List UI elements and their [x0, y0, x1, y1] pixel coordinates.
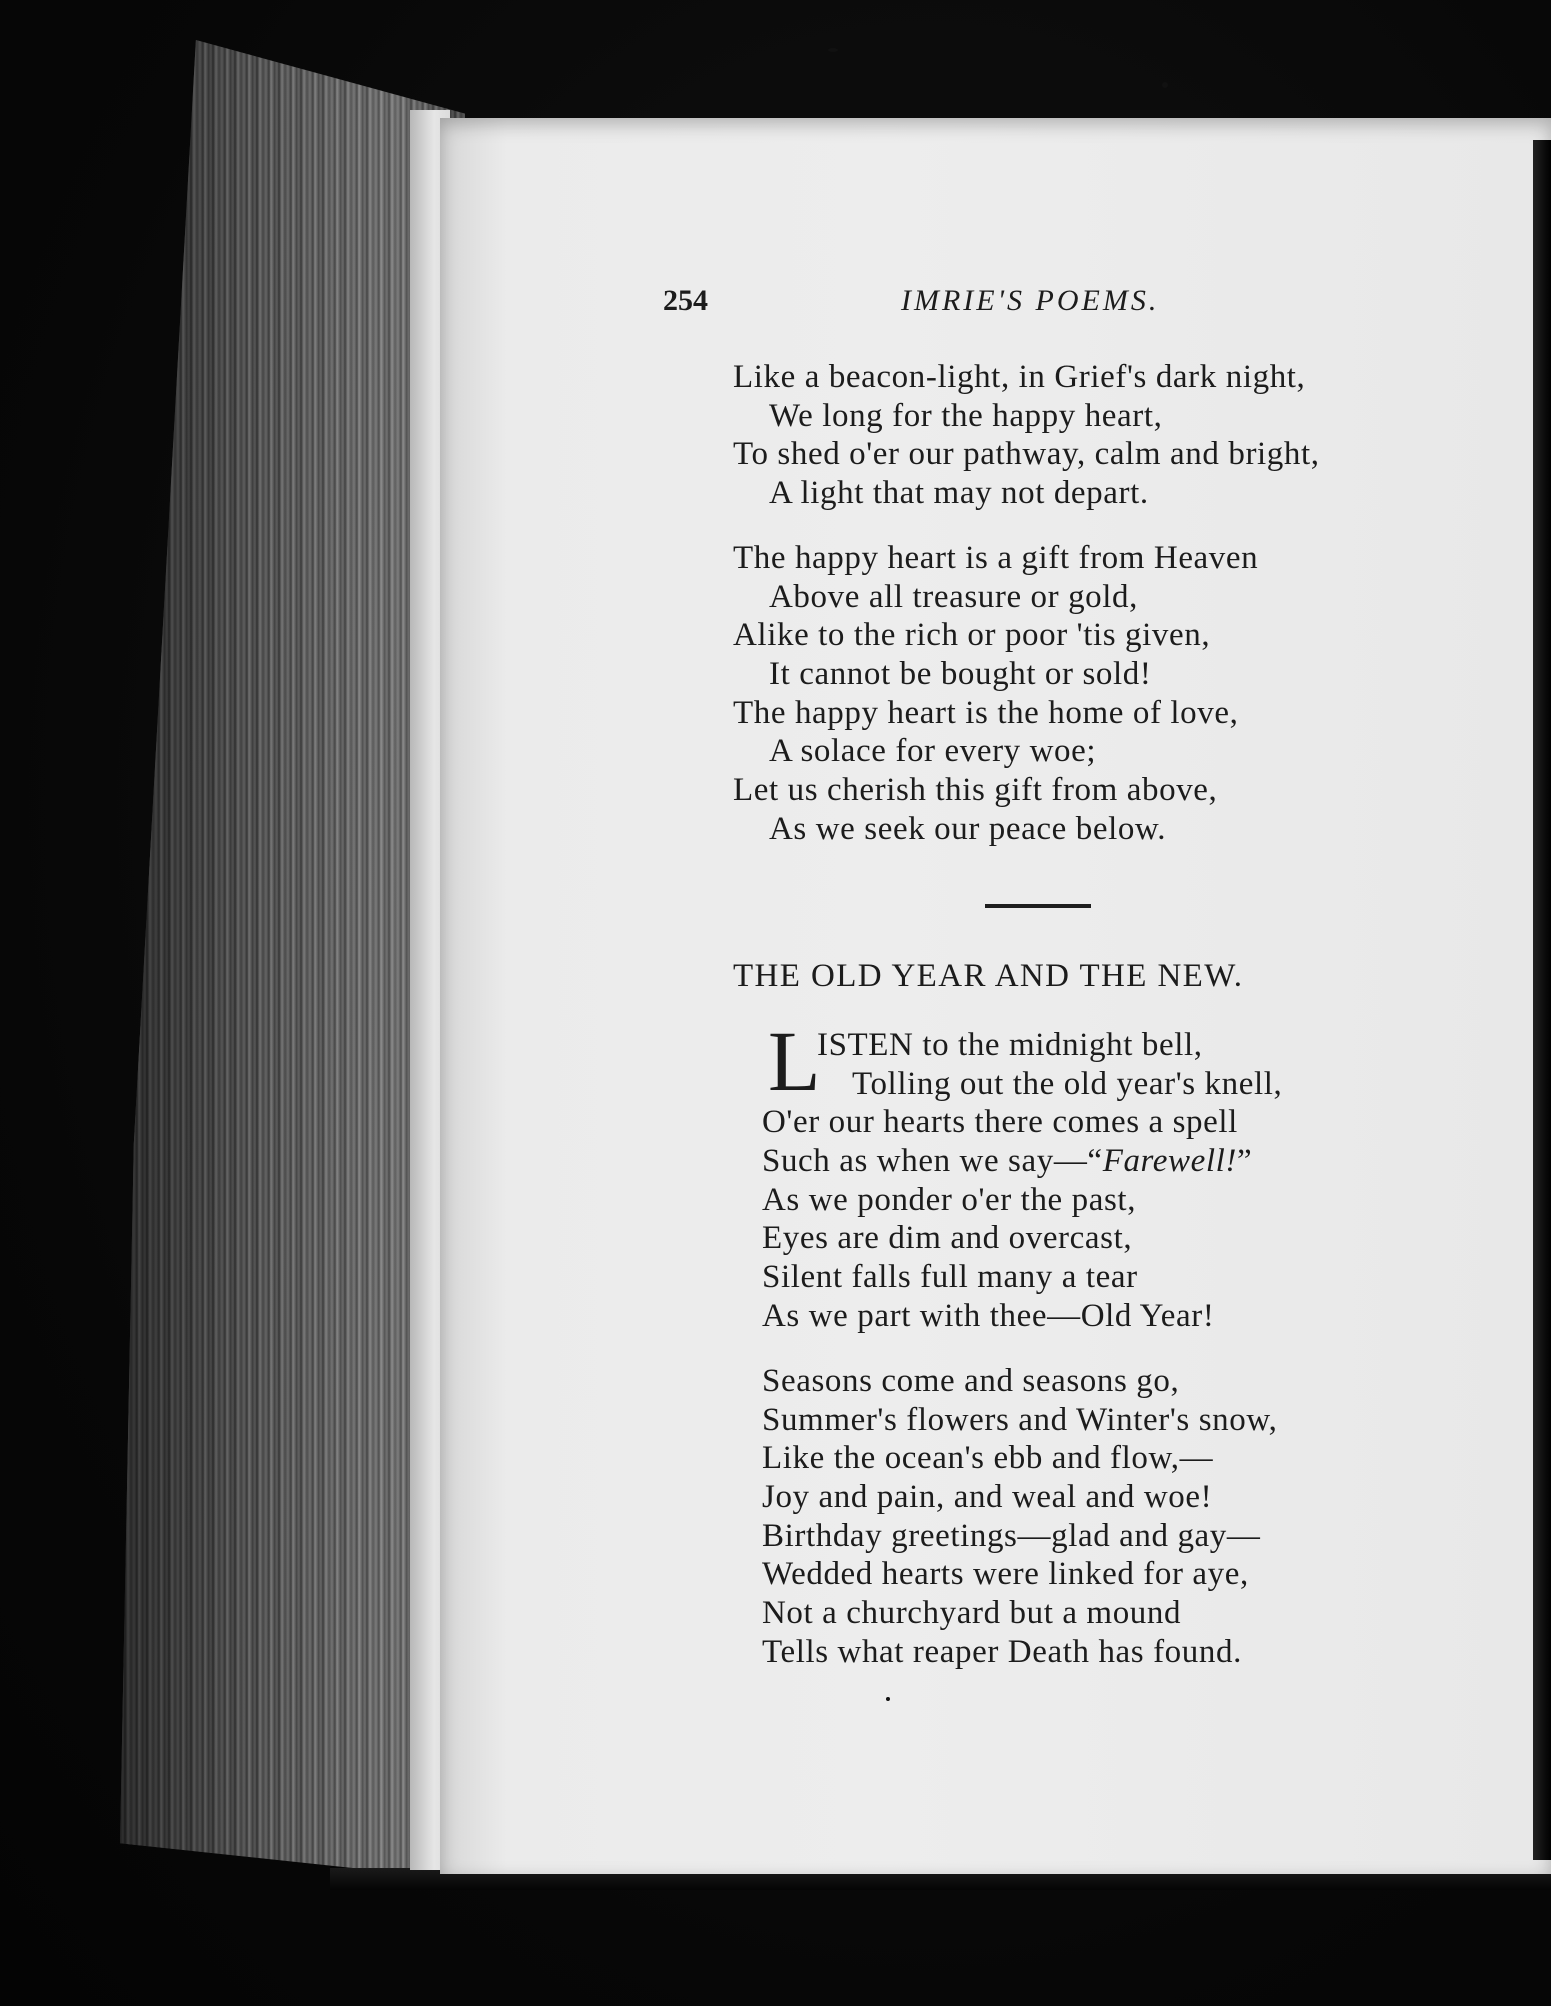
verse-line: Tells what reaper Death has found.	[762, 1633, 1242, 1670]
dust-speck	[828, 48, 838, 52]
dust-speck	[886, 1697, 890, 1701]
verse-line: It cannot be bought or sold!	[769, 656, 1152, 693]
verse-line: As we ponder o'er the past,	[762, 1181, 1137, 1218]
verse-line: Like a beacon-light, in Grief's dark night,	[733, 359, 1306, 395]
page-number: 254	[663, 284, 708, 317]
farewell-italic: Farewell!	[1102, 1143, 1237, 1180]
verse-line: Seasons come and seasons go,	[762, 1363, 1180, 1399]
right-edge-shadow	[1533, 140, 1551, 1860]
poem-title: THE OLD YEAR AND THE NEW.	[733, 958, 1244, 994]
continued-poem-stanza-2	[733, 539, 1258, 849]
verse-line: We long for the happy heart,	[769, 397, 1163, 434]
dust-speck	[1162, 82, 1168, 88]
verse-line: Above all treasure or gold,	[769, 578, 1139, 615]
verse-line-text: Such as when we say—“	[762, 1143, 1103, 1180]
verse-line: Like the ocean's ebb and flow,—	[762, 1440, 1214, 1477]
drop-cap-initial: L	[768, 1013, 821, 1109]
verse-line	[762, 1142, 1282, 1181]
new-poem-stanza-2	[762, 1362, 1278, 1672]
verse-line: Not a churchyard but a mound	[762, 1595, 1182, 1632]
verse-line: Silent falls full many a tear	[762, 1259, 1138, 1296]
verse-line: Eyes are dim and overcast,	[762, 1220, 1133, 1257]
new-poem-stanza-1	[762, 1026, 1282, 1336]
section-divider-rule	[985, 904, 1091, 908]
verse-line: The happy heart is the home of love,	[733, 694, 1239, 731]
verse-line: A solace for every woe;	[769, 733, 1097, 770]
running-title: IMRIE'S POEMS.	[901, 284, 1160, 317]
verse-line: O'er our hearts there comes a spell	[762, 1104, 1238, 1141]
verse-line: Alike to the rich or poor 'tis given,	[733, 617, 1211, 654]
verse-line: As we part with thee—Old Year!	[762, 1297, 1215, 1334]
verse-line: Summer's flowers and Winter's snow,	[762, 1401, 1278, 1438]
verse-line: To shed o'er our pathway, calm and bright,	[733, 436, 1320, 473]
verse-line: Let us cherish this gift from above,	[733, 772, 1218, 809]
verse-line: The happy heart is a gift from Heaven	[733, 540, 1259, 576]
verse-line: ISTEN to the midnight bell,	[817, 1027, 1203, 1063]
verse-line: Birthday greetings—glad and gay—	[762, 1517, 1261, 1554]
verse-line: As we seek our peace below.	[769, 810, 1167, 847]
verse-line: A light that may not depart.	[769, 475, 1149, 512]
verse-line: Tolling out the old year's knell,	[852, 1065, 1283, 1102]
closing-quote: ”	[1237, 1143, 1253, 1180]
continued-poem-stanza-1	[733, 358, 1320, 513]
verse-line: Joy and pain, and weal and woe!	[762, 1479, 1213, 1516]
running-head	[663, 284, 1483, 328]
verse-line: Wedded hearts were linked for aye,	[762, 1556, 1249, 1593]
